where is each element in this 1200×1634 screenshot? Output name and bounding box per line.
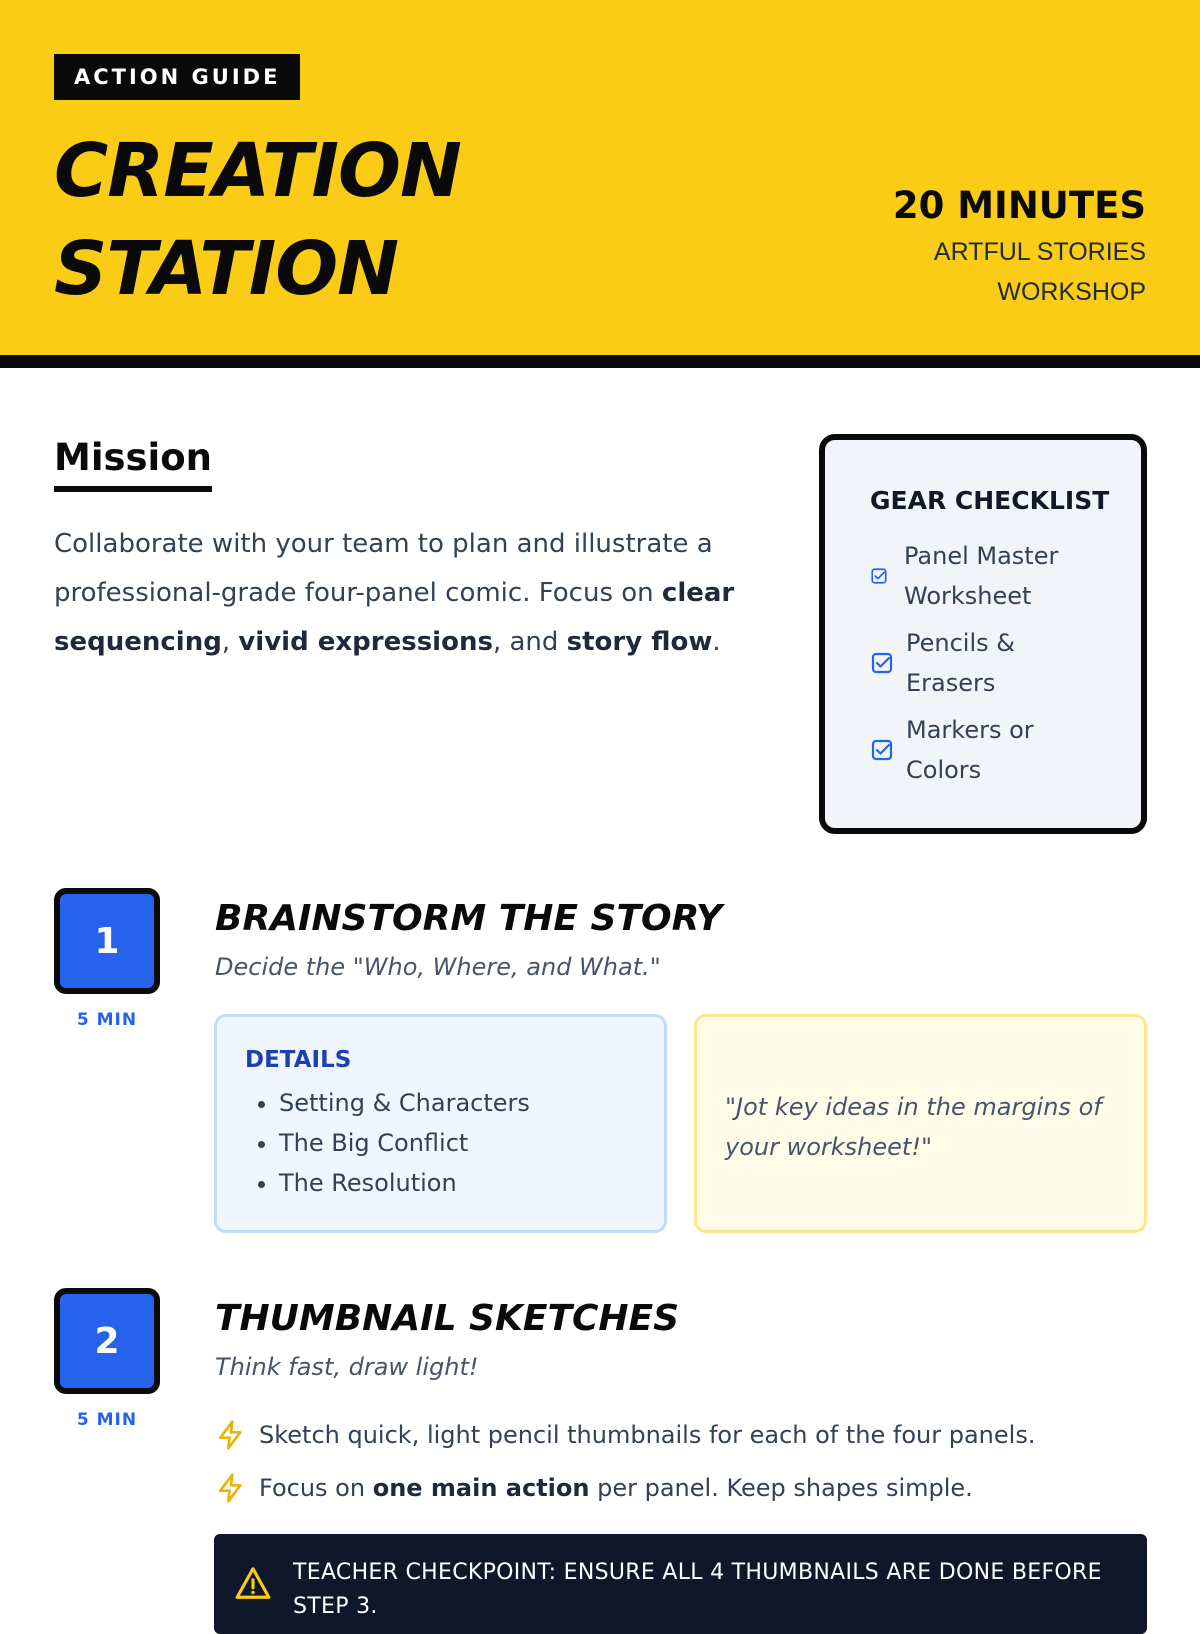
gear-checklist-heading: GEAR CHECKLIST: [870, 486, 1110, 515]
gear-checklist-card: [819, 434, 1147, 834]
step-subtitle-1: Decide the "Who, Where, and What.": [215, 953, 661, 981]
lightning-bolt-icon: [215, 1472, 247, 1504]
checkpoint-text: TEACHER CHECKPOINT: ENSURE ALL 4 THUMBNAILS ARE DONE BEFORE STEP 3.: [293, 1560, 1102, 1619]
details-heading: DETAILS: [245, 1047, 352, 1073]
gear-item-label: [906, 623, 1015, 703]
title-line-1: CREATION: [54, 128, 461, 214]
tip-bullet-text: [259, 1471, 973, 1505]
step-title-1: BRAINSTORM THE STORY: [215, 898, 723, 939]
gear-item-line: Pencils &: [906, 629, 1015, 657]
teacher-checkpoint-banner: [214, 1534, 1147, 1634]
step-duration-2: 5 MIN: [76, 1410, 138, 1430]
check-square-icon: [870, 738, 894, 762]
duration-label: 20 MINUTES: [892, 184, 1146, 227]
list-item: • Setting & Characters: [279, 1083, 530, 1123]
header-banner: [0, 0, 1200, 368]
mission-emphasis-sequencing: clear sequencing: [54, 578, 735, 657]
gear-item-line: Worksheet: [904, 582, 1032, 610]
tip-card: [694, 1014, 1147, 1233]
mission-text-end: .: [712, 627, 721, 657]
guide-badge: ACTION GUIDE: [54, 54, 300, 100]
tip-text: "Jot key ideas in the margins of your worksheet!": [725, 1093, 1102, 1161]
warning-triangle-icon: [234, 1564, 272, 1602]
workshop-meta: [893, 180, 1146, 312]
details-card: [214, 1014, 667, 1233]
tip-bullet-1: [215, 1418, 1035, 1452]
mission-heading: Mission: [54, 434, 212, 492]
step-number-1: 1: [54, 888, 160, 994]
mission-text-sep: , and: [492, 627, 567, 657]
gear-item-line: Markers or: [906, 716, 1034, 744]
gear-item-markers: [870, 710, 1034, 790]
gear-item-pencils: [870, 623, 1015, 703]
list-item: • The Big Conflict: [279, 1123, 530, 1163]
gear-item-line: Colors: [906, 756, 982, 784]
step-subtitle-2: Think fast, draw light!: [215, 1353, 479, 1381]
bullet-text-part: Focus on: [259, 1474, 373, 1502]
title-line-2: STATION: [54, 226, 399, 312]
mission-text-part: Collaborate with your team to plan and illustrate a professional-grade four-panel comic. Focus on: [54, 529, 713, 608]
gear-item-label: [904, 536, 1058, 616]
workshop-name-line-2: WORKSHOP: [997, 278, 1146, 306]
mission-text: [54, 520, 774, 667]
step-number-2: 2: [54, 1288, 160, 1394]
page-title: [54, 122, 461, 318]
details-list: [279, 1083, 530, 1203]
step-duration-1: 5 MIN: [76, 1010, 138, 1030]
check-square-icon: [870, 567, 888, 585]
gear-item-worksheet: [870, 536, 1058, 616]
tip-bullet-2: [215, 1471, 973, 1505]
gear-item-line: Erasers: [906, 669, 996, 697]
gear-item-line: Panel Master: [904, 542, 1059, 570]
list-item: • The Resolution: [279, 1163, 530, 1203]
workshop-name-line-1: ARTFUL STORIES: [933, 238, 1146, 266]
bullet-emphasis: one main action: [372, 1474, 590, 1502]
gear-item-label: [906, 710, 1034, 790]
step-title-2: THUMBNAIL SKETCHES: [215, 1298, 680, 1339]
mission-text-sep: ,: [221, 627, 239, 657]
bullet-text-part: per panel. Keep shapes simple.: [589, 1474, 973, 1502]
lightning-bolt-icon: [215, 1419, 247, 1451]
tip-bullet-text: Sketch quick, light pencil thumbnails for each of the four panels.: [259, 1421, 1036, 1449]
check-square-icon: [870, 651, 894, 675]
mission-emphasis-story-flow: story flow: [566, 627, 713, 657]
mission-emphasis-expressions: vivid expressions: [238, 627, 493, 657]
